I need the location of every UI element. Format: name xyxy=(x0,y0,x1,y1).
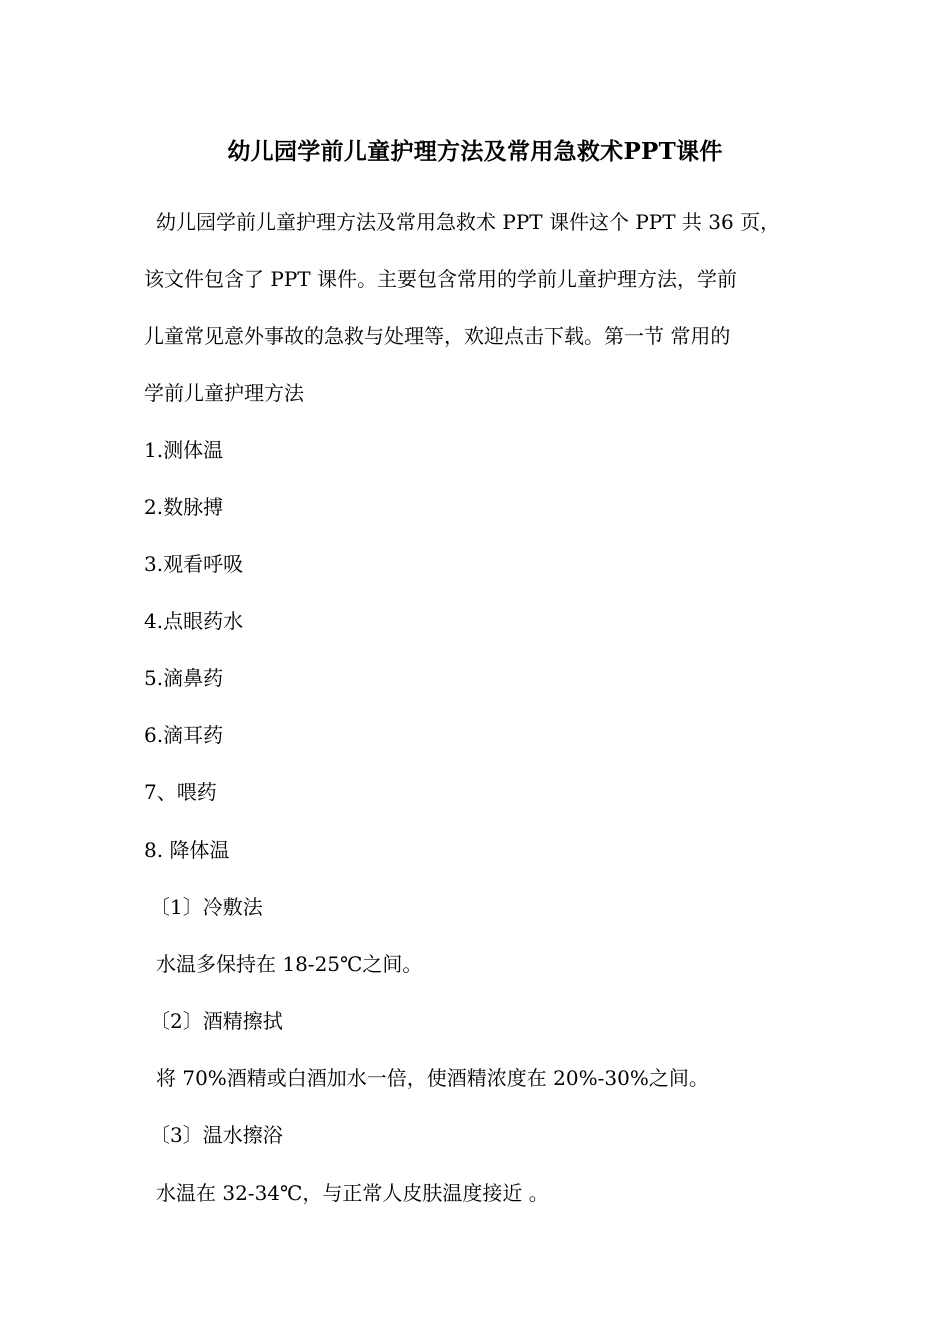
intro-line-1: 幼儿园学前儿童护理方法及常用急救术 PPT 课件这个 PPT 共 36 页， xyxy=(156,210,781,234)
intro-line-3: 儿童常见意外事故的急救与处理等，欢迎点击下载。第一节 常用的 xyxy=(144,324,731,348)
list-item: 5.滴鼻药 xyxy=(144,666,224,690)
list-item: 6.滴耳药 xyxy=(144,723,224,747)
list-item: 8. 降体温 xyxy=(144,838,230,862)
document-title: 幼儿园学前儿童护理方法及常用急救术PPT课件 xyxy=(227,138,723,165)
sub-item-text: 水温在 32-34℃，与正常人皮肤温度接近 。 xyxy=(156,1181,549,1205)
intro-line-2: 该文件包含了 PPT 课件。主要包含常用的学前儿童护理方法，学前 xyxy=(144,267,737,291)
list-item: 1.测体温 xyxy=(144,438,224,462)
list-item: 7、喂药 xyxy=(144,780,217,804)
sub-item-text: 水温多保持在 18-25℃之间。 xyxy=(156,952,423,976)
intro-line-4: 学前儿童护理方法 xyxy=(144,381,304,405)
list-item: 4.点眼药水 xyxy=(144,609,244,633)
sub-item-heading: 〔1〕冷敷法 xyxy=(150,895,263,919)
sub-item-heading: 〔3〕温水擦浴 xyxy=(150,1123,283,1147)
list-item: 2.数脉搏 xyxy=(144,495,224,519)
list-item: 3.观看呼吸 xyxy=(144,552,244,576)
sub-item-text: 将 70%酒精或白酒加水一倍，使酒精浓度在 20%-30%之间。 xyxy=(156,1066,709,1090)
sub-item-heading: 〔2〕酒精擦拭 xyxy=(150,1009,283,1033)
